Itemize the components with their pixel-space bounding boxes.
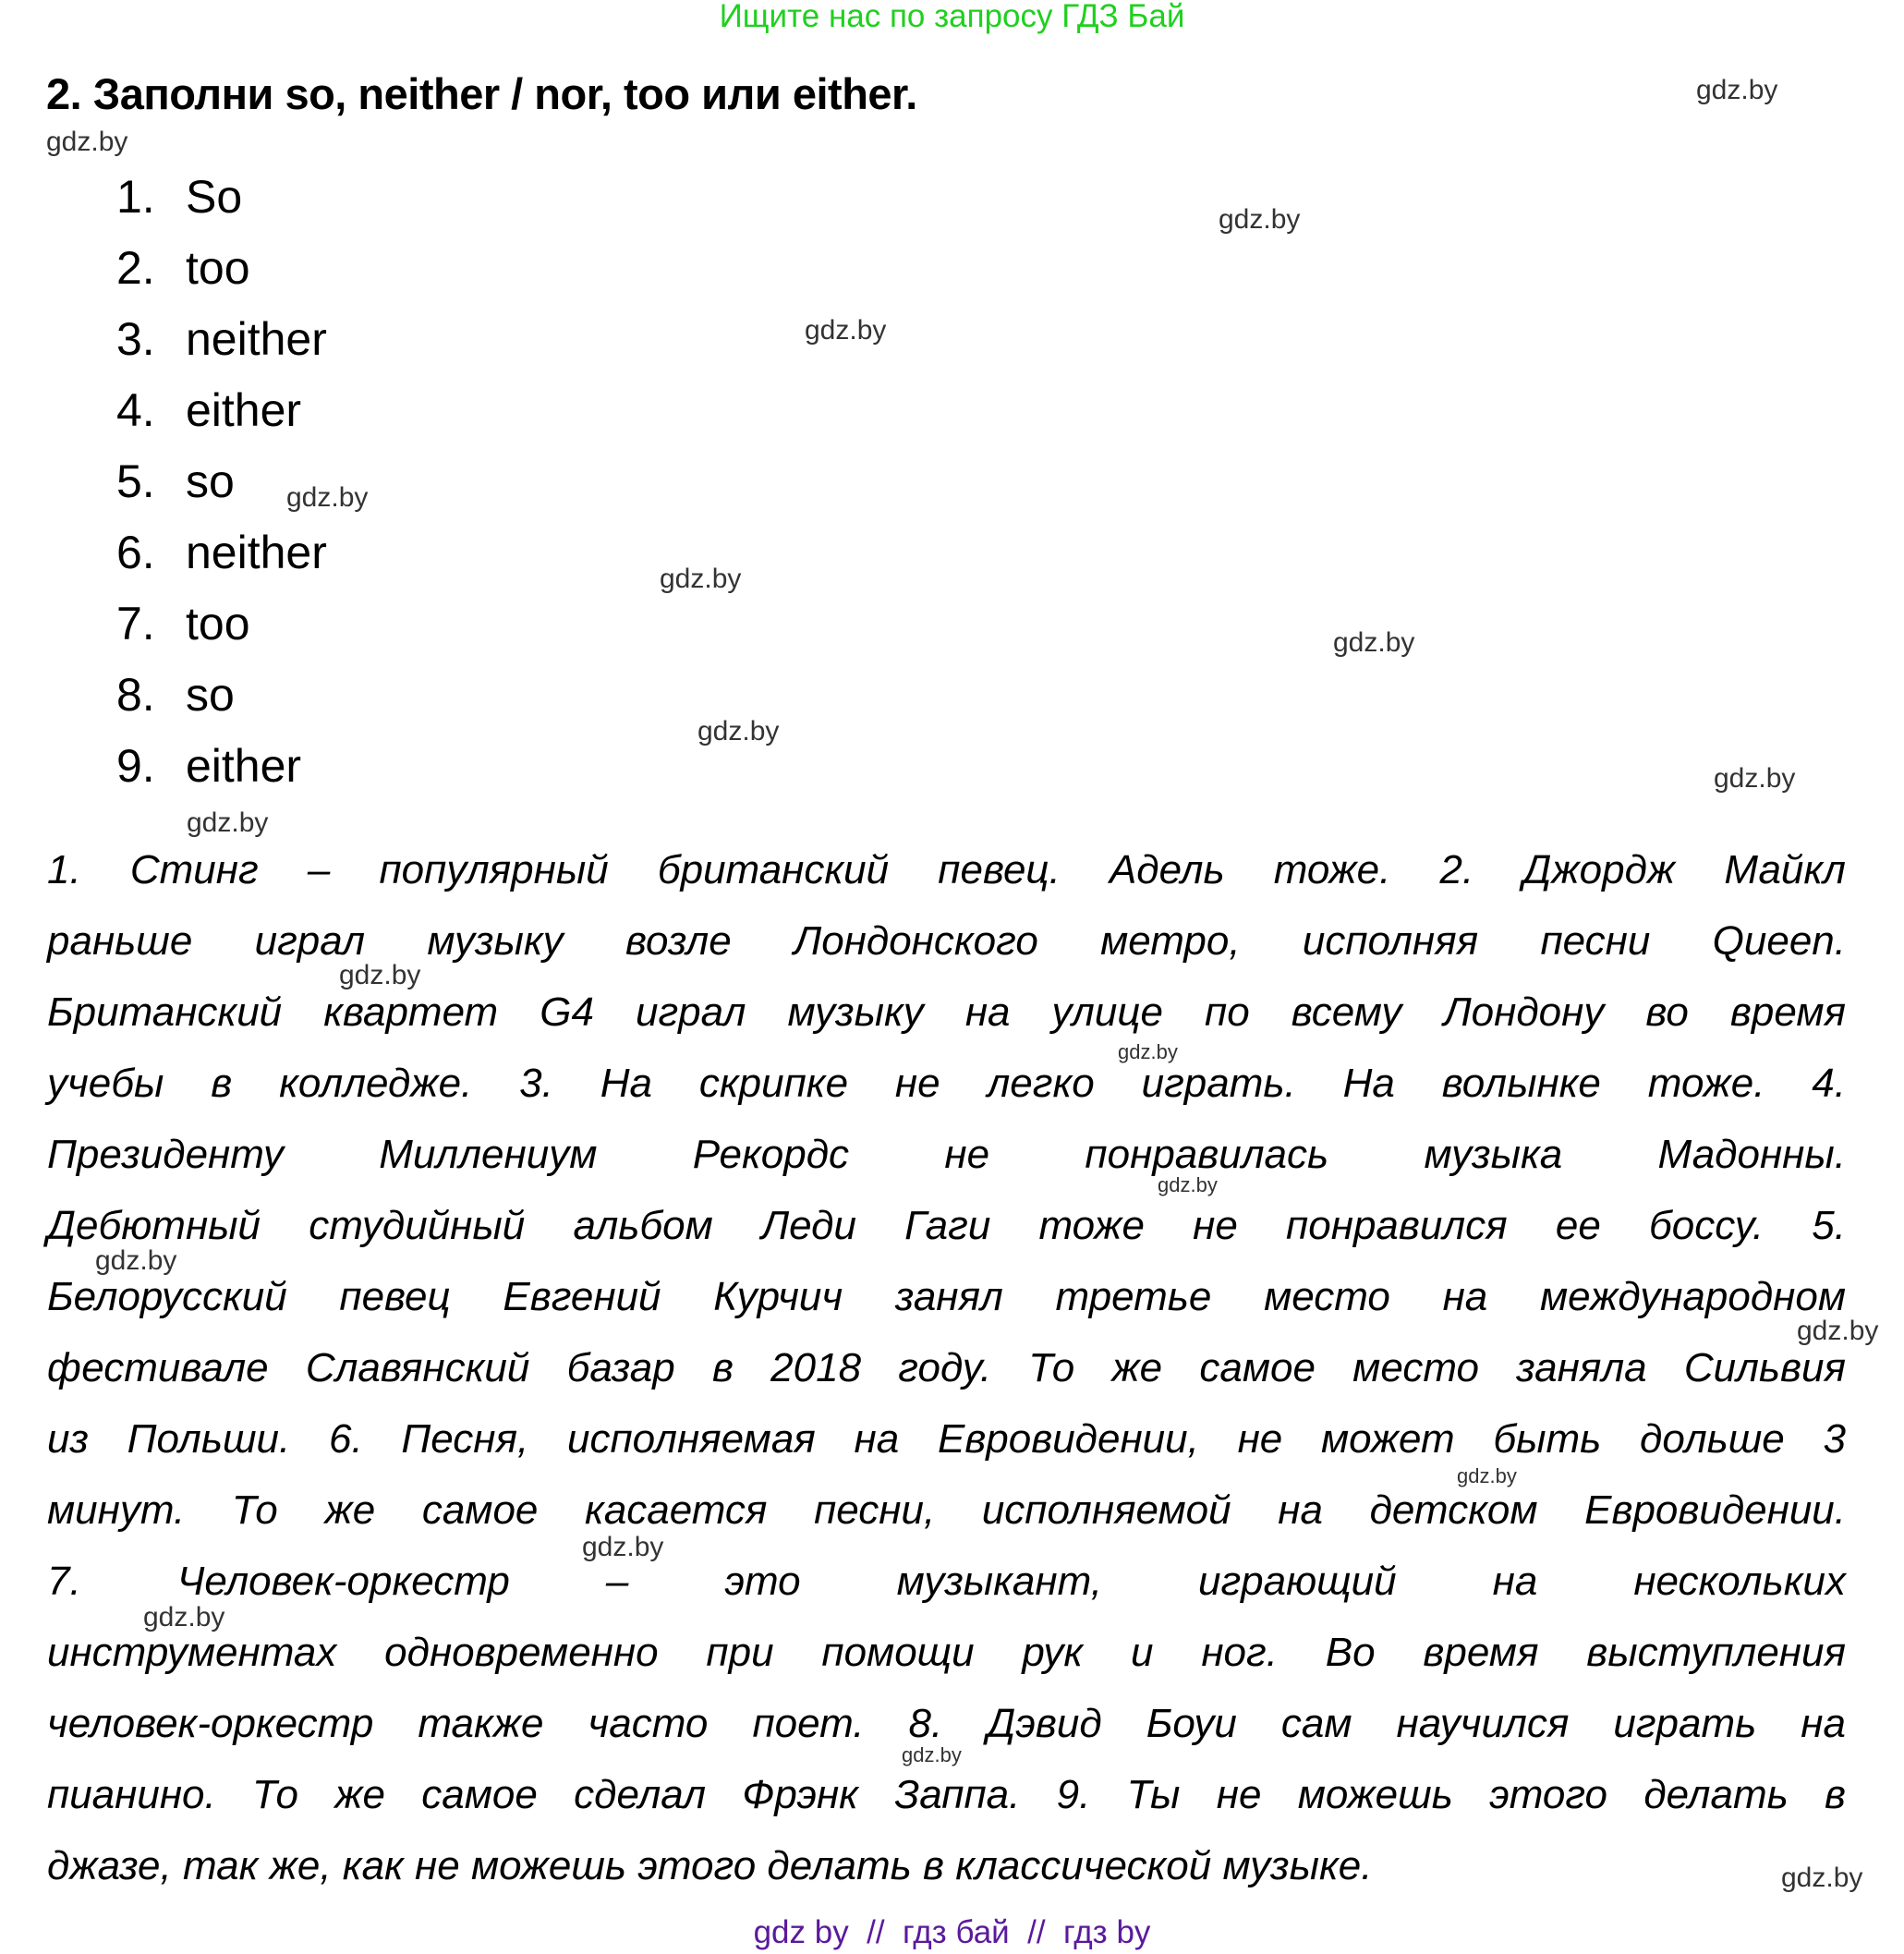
- watermark: gdz.by: [286, 482, 369, 513]
- answer-word: too: [186, 242, 250, 294]
- footer-watermark: gdz by // гдз бай // гдз by: [753, 1914, 1151, 1950]
- answer-number: 6.: [116, 527, 155, 578]
- watermark: gdz.by: [582, 1532, 664, 1562]
- answer-word: neither: [186, 527, 327, 578]
- translation-line: учебы в колледже. 3. На скрипке не легко играть. На волынке тоже. 4.: [47, 1061, 1846, 1106]
- translation-line: Белорусский певец Евгений Курчич занял третье место на международном: [47, 1274, 1846, 1319]
- answer-number: 9.: [116, 740, 155, 792]
- watermark: gdz.by: [1219, 204, 1301, 235]
- watermark: gdz.by: [339, 960, 421, 990]
- answer-number: 4.: [116, 384, 155, 436]
- answer-number: 3.: [116, 313, 155, 365]
- answer-word: So: [186, 171, 243, 223]
- exercise-title: 2. Заполни so, neither / nor, too или either.: [46, 69, 917, 118]
- watermark: gdz.by: [95, 1245, 177, 1276]
- watermark: gdz.by: [143, 1602, 225, 1632]
- translation-line: 7. Человек-оркестр – это музыкант, играющий на нескольких: [47, 1559, 1846, 1604]
- watermark: gdz.by: [46, 127, 128, 157]
- answer-number: 1.: [116, 171, 155, 223]
- translation-line: из Польши. 6. Песня, исполняемая на Евровидении, не может быть дольше 3: [47, 1416, 1846, 1462]
- translation-line: раньше играл музыку возле Лондонского метро, исполняя песни Queen.: [47, 918, 1846, 964]
- translation-line: инструментах одновременно при помощи рук и ног. Во время выступления: [47, 1630, 1846, 1675]
- answer-number: 2.: [116, 242, 155, 294]
- watermark: gdz.by: [660, 564, 742, 594]
- answer-word: so: [186, 669, 235, 721]
- watermark: gdz.by: [1714, 763, 1796, 794]
- translation-line: Президенту Миллениум Рекордс не понравилась музыка Мадонны.: [47, 1132, 1846, 1177]
- translation-line: фестивале Славянский базар в 2018 году. То же самое место заняла Сильвия: [47, 1345, 1846, 1390]
- watermark: gdz.by: [1333, 627, 1415, 658]
- answer-word: too: [186, 598, 250, 649]
- translation-line: джазе, так же, как не можешь этого делать в классической музыке.: [47, 1843, 1373, 1888]
- translation-line: 1. Стинг – популярный британский певец. Адель тоже. 2. Джордж Майкл: [47, 847, 1846, 892]
- answer-number: 5.: [116, 455, 155, 507]
- watermark: gdz.by: [1797, 1316, 1879, 1346]
- answer-word: neither: [186, 313, 327, 365]
- search-banner: Ищите нас по запросу ГДЗ Бай: [719, 0, 1185, 34]
- watermark: gdz.by: [697, 716, 780, 746]
- watermark: gdz.by: [187, 807, 269, 838]
- answer-number: 8.: [116, 669, 155, 721]
- watermark: gdz.by: [1781, 1863, 1863, 1893]
- watermark: gdz.by: [1158, 1173, 1218, 1196]
- translation-line: человек-оркестр также часто поет. 8. Дэвид Боуи сам научился играть на: [47, 1701, 1846, 1746]
- translation-line: минут. То же самое касается песни, исполняемой на детском Евровидении.: [47, 1487, 1846, 1533]
- translation-line: пианино. То же самое сделал Фрэнк Заппа. 9. Ты не можешь этого делать в: [47, 1772, 1846, 1817]
- answer-number: 7.: [116, 598, 155, 649]
- watermark: gdz.by: [902, 1743, 962, 1766]
- answer-word: either: [186, 740, 302, 792]
- watermark: gdz.by: [805, 315, 887, 346]
- answer-word: either: [186, 384, 302, 436]
- watermark: gdz.by: [1457, 1464, 1517, 1487]
- translation-paragraph: [47, 834, 1846, 1901]
- watermark: gdz.by: [1118, 1040, 1178, 1063]
- translation-line: Дебютный студийный альбом Леди Гаги тоже не понравился ее боссу. 5.: [47, 1203, 1846, 1248]
- translation-line: Британский квартет G4 играл музыку на улице по всему Лондону во время: [47, 989, 1846, 1035]
- answer-word: so: [186, 455, 235, 507]
- watermark: gdz.by: [1696, 75, 1778, 105]
